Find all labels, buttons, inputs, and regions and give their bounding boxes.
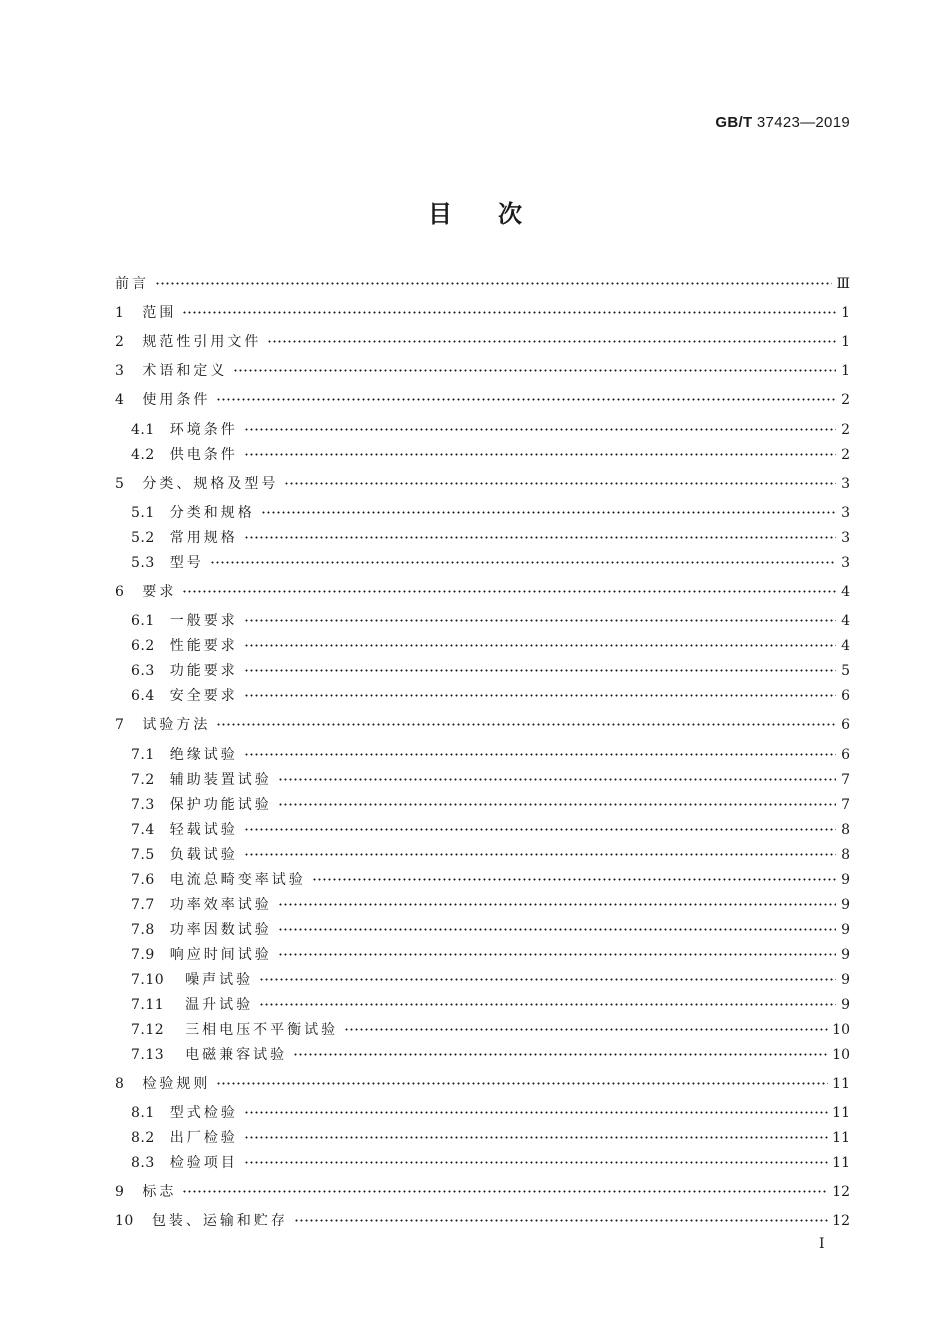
toc-entry-page: 3 [841,530,850,546]
toc-entry-number: 7.1 [131,747,155,763]
toc-entry[interactable] [131,1043,850,1065]
toc-dot-leader [210,551,836,567]
toc-dot-leader [244,418,836,434]
toc-entry-number: 8.2 [131,1130,155,1146]
toc-dot-leader [244,1126,828,1142]
toc-entry[interactable] [131,609,850,631]
toc-dot-leader [216,1072,828,1088]
toc-entry-label: 检验规则 [142,1076,211,1092]
toc-entry[interactable] [115,580,850,602]
toc-entry-label: 温升试验 [185,997,254,1013]
toc-entry-page: 3 [841,555,850,571]
toc-entry-label: 噪声试验 [185,972,254,988]
toc-entry-page: 9 [841,897,850,913]
toc-entry-page: 4 [841,584,850,600]
toc-entry-page: 9 [841,947,850,963]
toc-dot-leader [244,526,836,542]
toc-dot-leader [244,1151,828,1167]
toc-dot-leader [267,330,836,346]
toc-dot-leader [182,1180,828,1196]
toc-entry[interactable] [131,993,850,1015]
toc-dot-leader [233,359,836,375]
toc-entry[interactable] [115,330,850,352]
toc-dot-leader [259,993,836,1009]
toc-entry-page: 9 [841,997,850,1013]
standard-code [715,114,850,131]
toc-entry-number: 5.1 [131,505,155,521]
toc-entry-page: 9 [841,922,850,938]
toc-entry-number: 7.13 [131,1047,165,1063]
toc-entry[interactable] [115,388,850,410]
toc-entry-number: 4.1 [131,422,155,438]
toc-entry-page: 11 [832,1155,850,1171]
toc-entry-number: 7.4 [131,822,155,838]
toc-dot-leader [182,580,836,596]
page-number: I [819,1236,825,1252]
toc-entry-label: 供电条件 [169,447,238,463]
toc-entry-label: 一般要求 [169,613,238,629]
toc-entry[interactable] [131,1018,850,1040]
toc-entry-page: 2 [841,447,850,463]
toc-entry[interactable] [115,1209,850,1231]
toc-entry-number: 8.3 [131,1155,155,1171]
toc-entry[interactable] [131,843,850,865]
toc-entry-label: 分类、规格及型号 [142,476,279,492]
toc-entry-label: 试验方法 [142,717,211,733]
toc-entry-page: 6 [841,717,850,733]
toc-entry-page: 9 [841,872,850,888]
toc-entry-label: 三相电压不平衡试验 [185,1022,339,1038]
toc-dot-leader [216,713,836,729]
toc-entry-label: 范围 [142,305,177,321]
toc-entry-number: 1 [115,305,125,321]
toc-entry[interactable] [131,868,850,890]
toc-entry[interactable] [131,893,850,915]
toc-entry-label: 保护功能试验 [169,797,272,813]
toc-dot-leader [312,868,836,884]
toc-entry-number: 7.10 [131,972,165,988]
toc-entry[interactable] [131,943,850,965]
toc-entry-number: 5.2 [131,530,155,546]
toc-entry-label: 要求 [142,584,177,600]
toc-entry[interactable] [131,526,850,548]
toc-entry-number: 6.1 [131,613,155,629]
toc-entry-number: 7.5 [131,847,155,863]
toc-entry-label: 电流总畸变率试验 [169,872,306,888]
toc-entry-label: 辅助装置试验 [169,772,272,788]
toc-entry-page: 10 [832,1047,850,1063]
toc-dot-leader [244,818,836,834]
toc-entry-label: 型号 [169,555,204,571]
toc-entry[interactable] [131,1101,850,1123]
toc-entry[interactable] [115,301,850,323]
toc-entry-page: Ⅲ [836,276,850,292]
toc-entry[interactable] [131,684,850,706]
toc-entry-number: 5 [115,476,125,492]
toc-entry[interactable] [131,918,850,940]
toc-entry-label: 规范性引用文件 [142,334,262,350]
toc-dot-leader [244,443,836,459]
toc-entry[interactable] [131,418,850,440]
toc-entry-number: 6.4 [131,688,155,704]
toc-entry[interactable] [131,818,850,840]
toc-entry-number: 9 [115,1184,125,1200]
toc-entry[interactable] [115,1180,850,1202]
toc-dot-leader [244,1101,828,1117]
toc-entry[interactable] [131,443,850,465]
toc-entry[interactable] [131,1126,850,1148]
toc-dot-leader [244,743,836,759]
toc-dot-leader [182,301,836,317]
toc-entry-number: 4.2 [131,447,155,463]
toc-entry[interactable] [131,551,850,573]
toc-entry-label: 绝缘试验 [169,747,238,763]
toc-entry[interactable] [131,768,850,790]
toc-entry-label: 功率效率试验 [169,897,272,913]
toc-entry-label: 常用规格 [169,530,238,546]
toc-entry-label: 功能要求 [169,663,238,679]
toc-entry-page: 4 [841,638,850,654]
toc-dot-leader [278,943,836,959]
toc-entry[interactable] [115,472,850,494]
page-title: 目次 [428,199,568,228]
toc-entry-page: 8 [841,847,850,863]
toc-entry-label: 术语和定义 [142,363,228,379]
toc-entry-page: 2 [841,392,850,408]
toc-entry-page: 10 [832,1022,850,1038]
toc-entry-page: 7 [841,797,850,813]
toc-dot-leader [278,918,836,934]
toc-entry-number: 8 [115,1076,125,1092]
toc-entry-number: 5.3 [131,555,155,571]
toc-entry[interactable] [131,743,850,765]
toc-entry-label: 轻载试验 [169,822,238,838]
toc-entry-number: 7.12 [131,1022,165,1038]
toc-entry-label: 响应时间试验 [169,947,272,963]
toc-entry-page: 9 [841,972,850,988]
toc-entry-page: 11 [832,1105,850,1121]
toc-dot-leader [244,659,836,675]
toc-dot-leader [216,388,836,404]
toc-entry[interactable] [131,634,850,656]
toc-entry-page: 6 [841,747,850,763]
toc-entry-number: 6.3 [131,663,155,679]
toc-entry[interactable] [115,713,850,735]
toc-entry-page: 11 [832,1130,850,1146]
toc-entry-number: 2 [115,334,125,350]
toc-entry[interactable] [131,659,850,681]
toc-entry[interactable] [115,272,850,294]
toc-entry-number: 4 [115,392,125,408]
toc-entry-number: 7.2 [131,772,155,788]
toc-entry-number: 7.7 [131,897,155,913]
toc-entry-label: 负载试验 [169,847,238,863]
toc-entry-page: 1 [841,334,850,350]
toc-dot-leader [261,501,836,517]
toc-entry[interactable] [131,1151,850,1173]
toc-dot-leader [278,893,836,909]
toc-entry-label: 标志 [142,1184,177,1200]
toc-dot-leader [278,768,836,784]
toc-dot-leader [294,1209,828,1225]
toc-entry-label: 检验项目 [169,1155,238,1171]
toc-dot-leader [244,684,836,700]
toc-entry-page: 7 [841,772,850,788]
toc-dot-leader [293,1043,828,1059]
toc-dot-leader [244,634,836,650]
toc-entry-page: 12 [832,1184,850,1200]
toc-dot-leader [155,272,832,288]
toc-entry-number: 7.11 [131,997,165,1013]
standard-code-prefix: GB/T [715,114,753,131]
toc-entry[interactable] [131,968,850,990]
toc-entry-label: 性能要求 [169,638,238,654]
toc-entry-label: 安全要求 [169,688,238,704]
toc-entry-number: 6.2 [131,638,155,654]
toc-entry-label: 使用条件 [142,392,211,408]
standard-code-number: 37423—2019 [756,114,850,131]
toc-entry-number: 3 [115,363,125,379]
toc-dot-leader [284,472,836,488]
toc-entry-page: 1 [841,305,850,321]
toc-entry-page: 6 [841,688,850,704]
toc-entry-label: 型式检验 [169,1105,238,1121]
toc-entry-label: 出厂检验 [169,1130,238,1146]
toc-dot-leader [278,793,836,809]
toc-entry-page: 5 [841,663,850,679]
toc-dot-leader [244,609,836,625]
toc-entry-page: 3 [841,505,850,521]
toc-entry-page: 4 [841,613,850,629]
toc-entry-label: 功率因数试验 [169,922,272,938]
toc-dot-leader [259,968,836,984]
toc-entry-label: 电磁兼容试验 [185,1047,288,1063]
toc-entry[interactable] [131,501,850,523]
toc-dot-leader [244,843,836,859]
toc-entry-page: 2 [841,422,850,438]
toc-entry-page: 12 [832,1213,850,1229]
toc-entry-page: 1 [841,363,850,379]
toc-entry-label: 前言 [115,276,149,292]
toc-entry[interactable] [115,359,850,381]
toc-entry-page: 3 [841,476,850,492]
toc-entry[interactable] [131,793,850,815]
toc-entry-number: 7.9 [131,947,155,963]
toc-entry-number: 10 [115,1213,134,1229]
toc-entry-number: 6 [115,584,125,600]
toc-entry-number: 7.6 [131,872,155,888]
toc-entry-number: 7 [115,717,125,733]
toc-entry-label: 分类和规格 [169,505,255,521]
toc-entry[interactable] [115,1072,850,1094]
toc-entry-number: 7.8 [131,922,155,938]
toc-entry-page: 11 [832,1076,850,1092]
toc-entry-page: 8 [841,822,850,838]
toc-dot-leader [344,1018,828,1034]
toc-entry-number: 7.3 [131,797,155,813]
toc-entry-label: 包装、运输和贮存 [151,1213,288,1229]
toc-entry-number: 8.1 [131,1105,155,1121]
toc-entry-label: 环境条件 [169,422,238,438]
